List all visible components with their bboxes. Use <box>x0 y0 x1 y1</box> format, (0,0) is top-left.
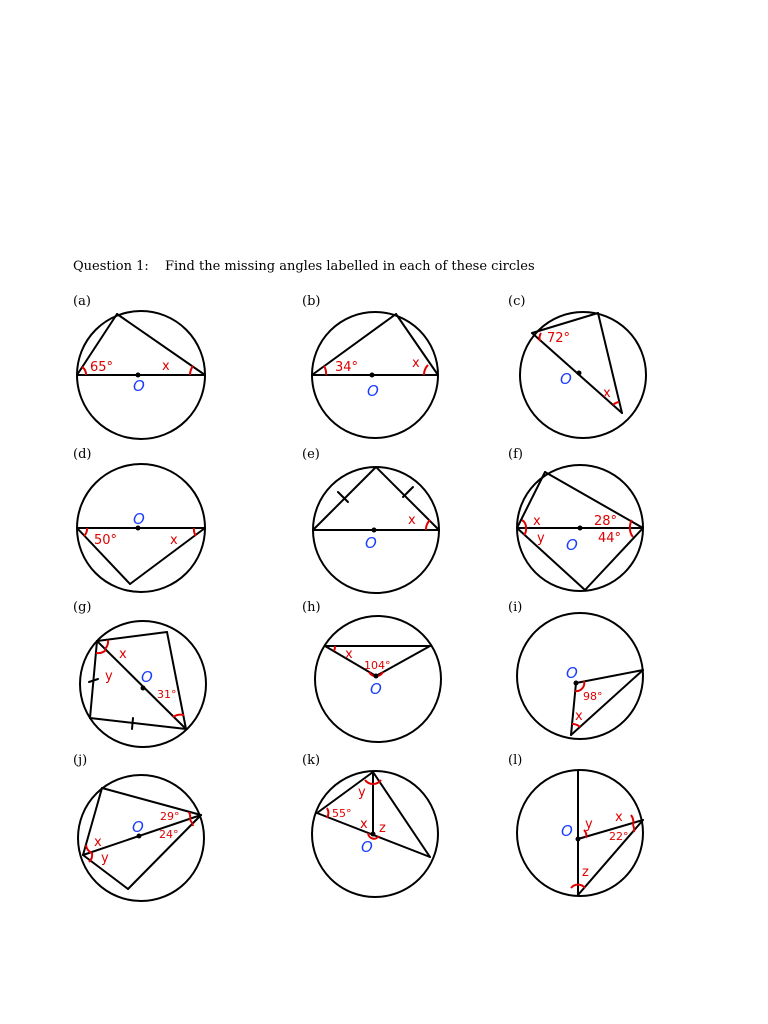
angle-label-f-28: 28° <box>594 514 618 529</box>
angle-arc-b1 <box>324 366 326 375</box>
center-label-h: O <box>370 680 382 698</box>
angle-arc-a2 <box>190 366 193 375</box>
part-label-g: (g) <box>73 600 92 615</box>
angle-arc-g3 <box>173 715 184 717</box>
angle-label-l-y: y <box>585 817 593 832</box>
diagram-i <box>508 600 643 739</box>
tick-mark-g2 <box>132 718 133 729</box>
part-label-c: (c) <box>508 294 526 309</box>
angle-label-j-24: 24° <box>159 828 179 841</box>
angle-label-f-x: x <box>533 514 541 529</box>
angle-label-j-29: 29° <box>160 810 180 823</box>
part-label-f: (f) <box>508 447 523 462</box>
center-label-c: O <box>560 370 572 388</box>
radius-i1 <box>576 670 643 683</box>
angle-arc-g1 <box>105 640 108 649</box>
angle-arc-d1 <box>84 528 87 536</box>
diagram-c <box>508 294 646 438</box>
angle-arc-f2 <box>524 528 526 535</box>
tick-mark-e2 <box>403 487 413 497</box>
circle-h <box>315 616 441 742</box>
center-dot-b <box>370 373 375 378</box>
angle-label-h-x: x <box>345 647 353 662</box>
angle-arc-h1 <box>334 646 335 651</box>
angle-label-i-98: 98° <box>583 690 603 703</box>
angle-arc-c2 <box>613 402 619 405</box>
part-label-i: (i) <box>508 600 523 615</box>
angle-label-k-55: 55° <box>332 807 352 820</box>
diagram-l <box>508 753 643 896</box>
center-dot-c <box>577 371 582 376</box>
center-dot-f <box>578 526 583 531</box>
part-label-d: (d) <box>73 447 92 462</box>
chord-a2 <box>117 314 205 375</box>
angle-arc-e <box>426 520 430 530</box>
angle-label-f-44: 44° <box>598 531 622 546</box>
angle-arc-d2 <box>194 528 196 536</box>
angle-label-b-34: 34° <box>335 360 359 375</box>
diagram-g <box>73 600 206 747</box>
center-label-g: O <box>141 668 153 686</box>
chord-i <box>571 670 643 735</box>
diagram-j <box>73 753 204 901</box>
diagram-e <box>302 447 439 593</box>
angle-arc-j3 <box>86 845 92 853</box>
angle-label-l-z: z <box>582 865 589 880</box>
center-label-i: O <box>566 664 578 682</box>
angle-label-d-50: 50° <box>94 533 118 548</box>
question-number: Question 1: <box>73 259 149 274</box>
angle-arc-f3 <box>630 520 632 528</box>
part-label-l: (l) <box>508 753 523 768</box>
part-label-e: (e) <box>302 447 320 462</box>
angle-label-c-x: x <box>603 386 611 401</box>
center-label-l: O <box>561 822 573 840</box>
angle-label-c-72: 72° <box>547 331 571 346</box>
angle-arc-l3 <box>633 825 634 832</box>
angle-arc-b2 <box>424 365 428 375</box>
center-dot-e <box>372 528 377 533</box>
diagram-f <box>508 447 643 591</box>
angle-label-f-y: y <box>537 531 545 546</box>
angle-arc-g2 <box>96 650 106 653</box>
angle-label-g-y: y <box>105 669 113 684</box>
part-label-a: (a) <box>73 294 91 309</box>
center-label-f: O <box>566 536 578 554</box>
angle-label-k-z: z <box>379 821 386 836</box>
center-dot-k <box>371 832 376 837</box>
chord-j2 <box>102 788 201 815</box>
chord-g1 <box>97 632 167 641</box>
angle-arc-f4 <box>630 528 633 537</box>
angle-label-k-y: y <box>358 785 366 800</box>
center-label-a: O <box>133 377 145 395</box>
center-label-d: O <box>133 510 145 528</box>
chord-f1 <box>517 472 545 528</box>
angle-label-a-65: 65° <box>90 360 114 375</box>
part-label-b: (b) <box>302 294 321 309</box>
angle-label-l-x: x <box>615 810 623 825</box>
angle-label-b-x: x <box>412 356 420 371</box>
part-label-k: (k) <box>302 753 321 768</box>
chord-g4 <box>90 718 186 729</box>
angle-label-l-22: 22° <box>609 830 629 843</box>
angle-label-d-x: x <box>170 533 178 548</box>
angle-label-g-x: x <box>119 647 127 662</box>
diagram-d <box>73 447 205 592</box>
center-label-k: O <box>361 838 373 856</box>
center-dot-l <box>576 837 581 842</box>
angle-label-e-x: x <box>408 513 416 528</box>
center-dot-g <box>141 686 146 691</box>
center-dot-h <box>374 674 379 679</box>
question-text: Find the missing angles labelled in each of these circles <box>165 259 535 274</box>
center-label-b: O <box>367 382 379 400</box>
chord-d2 <box>130 528 205 584</box>
angle-label-j-x: x <box>94 835 102 850</box>
diagram-b <box>302 294 438 438</box>
angle-label-j-y: y <box>101 851 109 866</box>
part-label-h: (h) <box>302 600 321 615</box>
tick-mark-g1 <box>89 679 98 682</box>
angle-arc-k2 <box>327 808 328 818</box>
center-label-e: O <box>365 534 377 552</box>
part-label-j: (j) <box>73 753 88 768</box>
angle-arc-i2 <box>572 724 580 727</box>
diagram-a <box>73 294 205 439</box>
diagram-k <box>302 753 438 897</box>
angle-label-g-31: 31° <box>157 688 177 701</box>
chord-c1 <box>532 313 598 333</box>
angle-arc-a1 <box>82 367 86 375</box>
diagram-h <box>302 600 441 742</box>
angle-arc-f1 <box>522 520 526 528</box>
angle-label-k-x: x <box>360 817 368 832</box>
angle-label-a-x: x <box>162 359 170 374</box>
angle-label-i-x: x <box>575 709 583 724</box>
chord-k2 <box>373 772 430 857</box>
center-label-j: O <box>132 818 144 836</box>
angle-label-h-104: 104° <box>364 659 391 672</box>
